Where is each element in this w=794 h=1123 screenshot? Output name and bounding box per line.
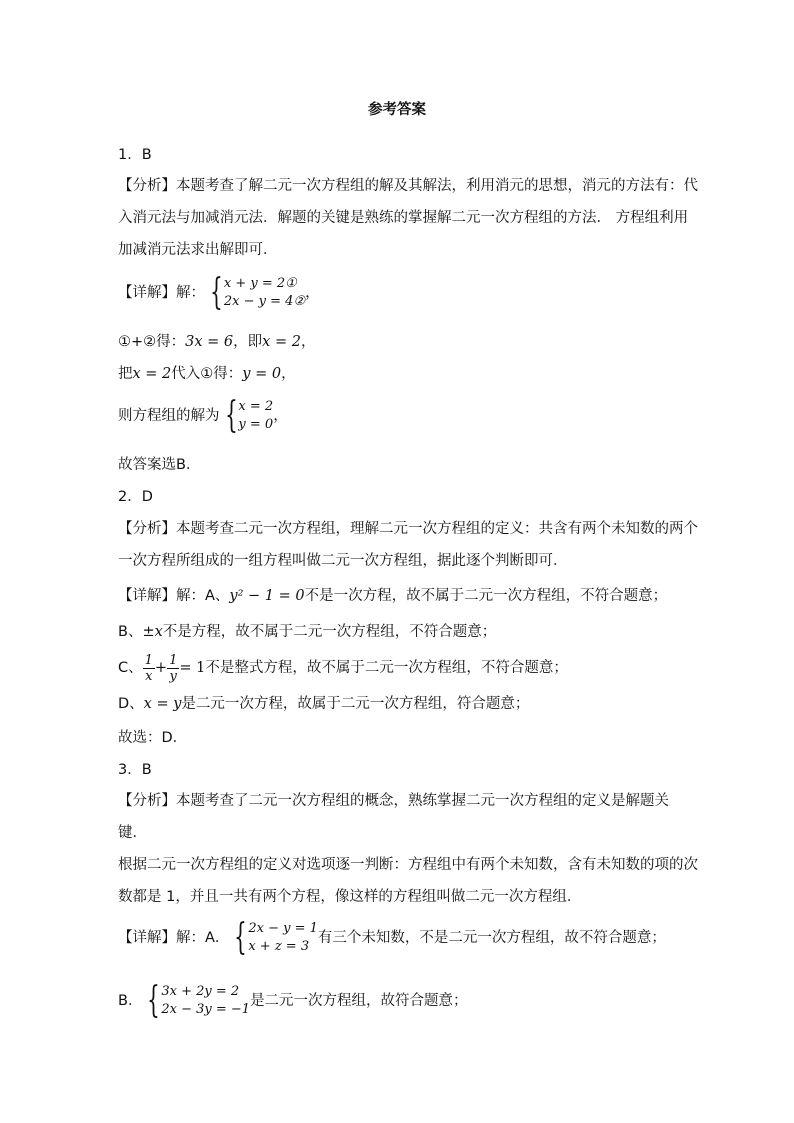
q2-analysis-line-2: 一次方程所组成的一组方程叫做二元一次方程组，据此逐个判断即可． [118, 553, 568, 569]
q1-step1-math-2: x = 2 [262, 334, 301, 350]
q3-a-eq1: 2x − y = 1 [248, 921, 318, 936]
q3-b-system [142, 980, 251, 1021]
q1-sol2: y = 0 [238, 417, 274, 432]
q3-analysis-line-3: 根据二元一次方程组的定义对选项逐一判断：方程组中有两个未知数，含有未知数的项的次 [118, 857, 698, 873]
q1-eq2: 2x − y = 4② [223, 294, 306, 309]
q1-sol1: x = 2 [238, 399, 274, 414]
q2-a-math: y² − 1 = 0 [229, 588, 305, 604]
q2-a-prefix: 【详解】解：A、 [118, 588, 230, 604]
q2-b-math: ±x [142, 624, 163, 640]
q1-step1-text-3: ， [300, 334, 316, 350]
q2-conclusion: 故选：D． [118, 730, 188, 746]
q2-c-fraction-1 [143, 653, 155, 684]
q2-c-num2: 1 [169, 652, 178, 668]
left-brace-icon: { [147, 980, 161, 1021]
q2-answer: 2．D [118, 489, 153, 505]
q1-analysis-line-3: 加减消元法求出解即可． [118, 242, 278, 258]
q2-c-den2: y [169, 668, 177, 684]
q1-step2-text-2: 代入①得： [171, 366, 243, 382]
q2-d-math: x = y [143, 696, 182, 712]
left-brace-icon: { [210, 272, 223, 313]
q1-step2-math-2: y = 0 [242, 366, 282, 382]
q3-analysis-line-1: 【分析】本题考查了二元一次方程组的概念，熟练掌握二元一次方程组的定义是解题关 [118, 793, 669, 809]
q1-step1-text: ①+②得： [118, 334, 186, 350]
q1-step-3 [118, 395, 288, 436]
q2-option-a [118, 586, 667, 606]
q3-analysis-line-2: 键． [118, 825, 147, 841]
q3-option-a [118, 917, 666, 958]
q1-step2-text: 把 [118, 366, 133, 382]
q3-a-prefix: 【详解】解：A． [118, 930, 230, 946]
q3-a-eq2: x + z = 3 [248, 939, 310, 954]
q1-step1-math-1: 3x = 6 [185, 334, 234, 350]
q1-comma: ， [305, 285, 320, 301]
q1-detail [118, 272, 320, 313]
q3-b-suffix: 是二元一次方程组，故符合题意； [250, 993, 468, 1009]
q2-c-num1: 1 [144, 652, 153, 668]
q2-option-d [118, 694, 529, 714]
q2-a-suffix: 不是一次方程，故不属于二元一次方程组，不符合题意； [304, 588, 668, 604]
q2-b-prefix: B、 [118, 624, 143, 640]
q3-b-prefix: B． [118, 993, 143, 1009]
q3-analysis-line-4: 数都是 1，并且一共有两个方程，像这样的方程组叫做二元一次方程组． [118, 889, 582, 905]
q1-solution-system [220, 395, 274, 436]
q2-d-prefix: D、 [118, 696, 144, 712]
q1-analysis-line-2: 入消元法与加减消元法．解题的关键是熟练的掌握解二元一次方程组的方法． 方程组利用 [118, 210, 689, 226]
q2-option-c [118, 650, 568, 686]
left-brace-icon: { [234, 917, 248, 958]
q2-option-b [118, 622, 496, 642]
q1-answer: 1．B [118, 147, 152, 163]
q2-analysis-line-1: 【分析】本题考查二元一次方程组，理解二元一次方程组的定义：共含有两个未知数的两个 [118, 521, 698, 537]
q2-c-plus: + [154, 660, 168, 676]
q1-analysis-line-1: 【分析】本题考查了解二元一次方程组的解及其解法，利用消元的思想，消元的方法有：代 [118, 178, 698, 194]
q1-step3-text: 则方程组的解为 [118, 408, 220, 424]
q1-step1-text-2: ，即 [233, 334, 263, 350]
q3-b-eq1: 3x + 2y = 2 [161, 984, 240, 999]
left-brace-icon: { [224, 395, 238, 436]
q1-detail-prefix: 【详解】解： [118, 285, 205, 301]
q3-a-suffix: 有三个未知数，不是二元一次方程组，故不符合题意； [317, 930, 666, 946]
q2-c-suffix: 不是整式方程，故不属于二元一次方程组，不符合题意； [205, 660, 568, 676]
q1-step3-end: ， [273, 408, 288, 424]
q2-c-fraction-2 [167, 653, 179, 684]
q2-b-suffix: 不是方程，故不属于二元一次方程组，不符合题意； [162, 624, 497, 640]
q1-step2-text-3: ， [281, 366, 296, 382]
q2-d-suffix: 是二元一次方程，故属于二元一次方程组，符合题意； [181, 696, 530, 712]
q1-equation-system [205, 272, 306, 313]
q3-answer: 3．B [118, 762, 152, 778]
q2-c-den1: x [145, 668, 153, 684]
q1-step-1 [118, 332, 315, 352]
q2-c-prefix: C、 [118, 660, 143, 676]
q3-a-system [229, 917, 318, 958]
q3-option-b [118, 980, 468, 1021]
q3-b-eq2: 2x − 3y = −1 [161, 1002, 251, 1017]
q1-eq1: x + y = 2① [223, 276, 297, 291]
q2-c-rhs: = 1 [179, 660, 206, 676]
page-title: 参考答案 [368, 102, 426, 118]
q1-conclusion: 故答案选B． [118, 457, 201, 473]
q1-step-2 [118, 364, 296, 384]
q1-step2-math-1: x = 2 [132, 366, 172, 382]
